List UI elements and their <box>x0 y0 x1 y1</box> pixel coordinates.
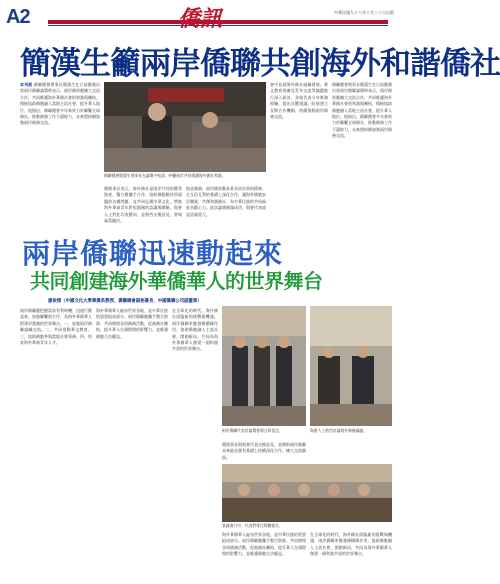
article2-photo-1 <box>222 306 306 426</box>
article1-photo-caption: 僑聯總會簡漢生理事長在論壇中致詞，呼籲兩岸共同維護海外僑社和諧。 <box>104 173 226 178</box>
group-photo-image <box>222 306 306 426</box>
article2-column-3: 在全球化的時代，海外僑社面臨新的挑戰與機遇，兩岸僑聯更應發揮橋樑作用，協助僑胞融入主流社會，開創新局，共同為海外華僑華人創建一個和諧共榮的世界舞台。 <box>172 308 218 352</box>
article1-headline: 簡漢生籲兩岸僑聯共創海外和諧僑社 <box>20 46 500 82</box>
article2-headline: 兩岸僑聯迅速動起來 <box>22 237 284 270</box>
article1-column-3: 他並強調，兩岸僑界應本著求同存異的精神，在互信互利的基礎上深化合作，讓海外僑胞安居樂業，共創和諧僑社，為中華民族的共同福祉貢獻心力。此次論壇圓滿成功，與會代表咸認意義重大。 <box>186 186 266 217</box>
article1-column-2: 簡理事長表示，海外僑社是兩岸共同的寶貴資產，雙方應攜手合作，協助僑胞解決所面臨的各種問題，並共同弘揚中華文化，增進海外華裔青年對祖籍國的認識與瞭解。與會人士對此均表贊同，並熱烈交換意見，會場氣氛融洽。 <box>104 186 182 224</box>
meeting-photo-image <box>310 306 392 426</box>
article1-column-4: 會中並就海外僑社組織發展、華文教育推廣及青年交流等議題進行深入研討，各地代表分享實務經驗，提出具體建議，盼能建立長期合作機制，持續推動兩岸僑務交流。 <box>270 82 328 120</box>
article2-column-6: 在全球化的時代，海外僑社面臨新的挑戰與機遇，兩岸僑聯更應發揮橋樑作用，協助僑胞融入主流社會，開創新局，共同為海外華僑華人創建一個和諧共榮的世界舞台。 <box>310 532 392 557</box>
article2-photo-3-caption: 會議進行中，代表們專注聆聽報告。 <box>222 523 283 528</box>
article2-subheadline: 共同創建海外華僑華人的世界舞台 <box>30 269 323 293</box>
article2-photo-3 <box>222 464 392 522</box>
article2-column-1: 兩岸僑聯應把握當前有利時機，迅速行動起來，加強聯繫與合作，為海外華僑華人搭建更寬廣的世界舞台。一、加強兩岸僑聯組織交流。二、共同推動華文教育。三、協助僑胞參與當地社會事務。四、培育海外華裔青年人才。 <box>20 308 92 346</box>
article1-column-5: 僑聯總會理事長簡漢生在日前應邀出席兩岸僑聯論壇時表示，兩岸僑界應擴大交流合作，共同維護海外華僑社會的和諧與團結，積極協助僑胞融入當地主流社會，提升華人地位。他指出，僑聯總會多年來致力於聯繫全球僑社，推動僑務工作不遺餘力，未來將持續加強兩岸僑務交流。 <box>332 82 392 139</box>
article2-column-2: 海外華僑華人遍布世界各地，是中華民族的重要組成部分。兩岸僑聯應攜手整合資源，共同辦理各項僑務活動，促進僑社團結，提升華人在國際間的影響力，並維護僑胞合法權益。 <box>96 308 168 339</box>
article2-byline: 廖俊傑（中國文化大學華僑系教授、僑聯總會副秘書長、中國僑聯公司副董事） <box>48 299 202 304</box>
conference-photo-image <box>222 464 392 522</box>
masthead: 僑訊 <box>178 6 223 32</box>
article2-photo-1-caption: 兩岸僑聯代表於論壇會場合影留念。 <box>222 428 283 433</box>
page-header <box>0 0 400 40</box>
page-label: A2 <box>6 6 30 28</box>
article2-column-4: 簡理事長與與會代表交換意見，並期盼兩岸僑聯未來能在既有基礎上持續深化合作，擴大交流層面。 <box>222 442 306 460</box>
issue-date: 中華民國九十八年十月三十日出版 <box>334 10 394 15</box>
article1-lead: 本刊訊 <box>20 82 33 87</box>
article2-photo-2-caption: 與會人士熱烈討論海外僑務議題。 <box>310 428 367 433</box>
article2-column-5: 海外華僑華人遍布世界各地，是中華民族的重要組成部分。兩岸僑聯應攜手整合資源，共同辦理各項僑務活動，促進僑社團結，提升華人在國際間的影響力，並維護僑胞合法權益。 <box>222 532 306 557</box>
article1-column-1 <box>20 82 100 224</box>
article2-photo-2 <box>310 306 392 426</box>
article1-photo <box>104 82 266 172</box>
article1-column-1-text: 僑聯總會理事長簡漢生在日前應邀出席兩岸僑聯論壇時表示，兩岸僑界應擴大交流合作，共同維護海外華僑社會的和諧與團結，積極協助僑胞融入當地主流社會，提升華人地位。他指出，僑聯總會多年來致力於聯繫全球僑社，推動僑務工作不遺餘力，未來將持續加強兩岸僑務交流。 <box>20 82 101 126</box>
speaker-photo-image <box>104 82 266 172</box>
